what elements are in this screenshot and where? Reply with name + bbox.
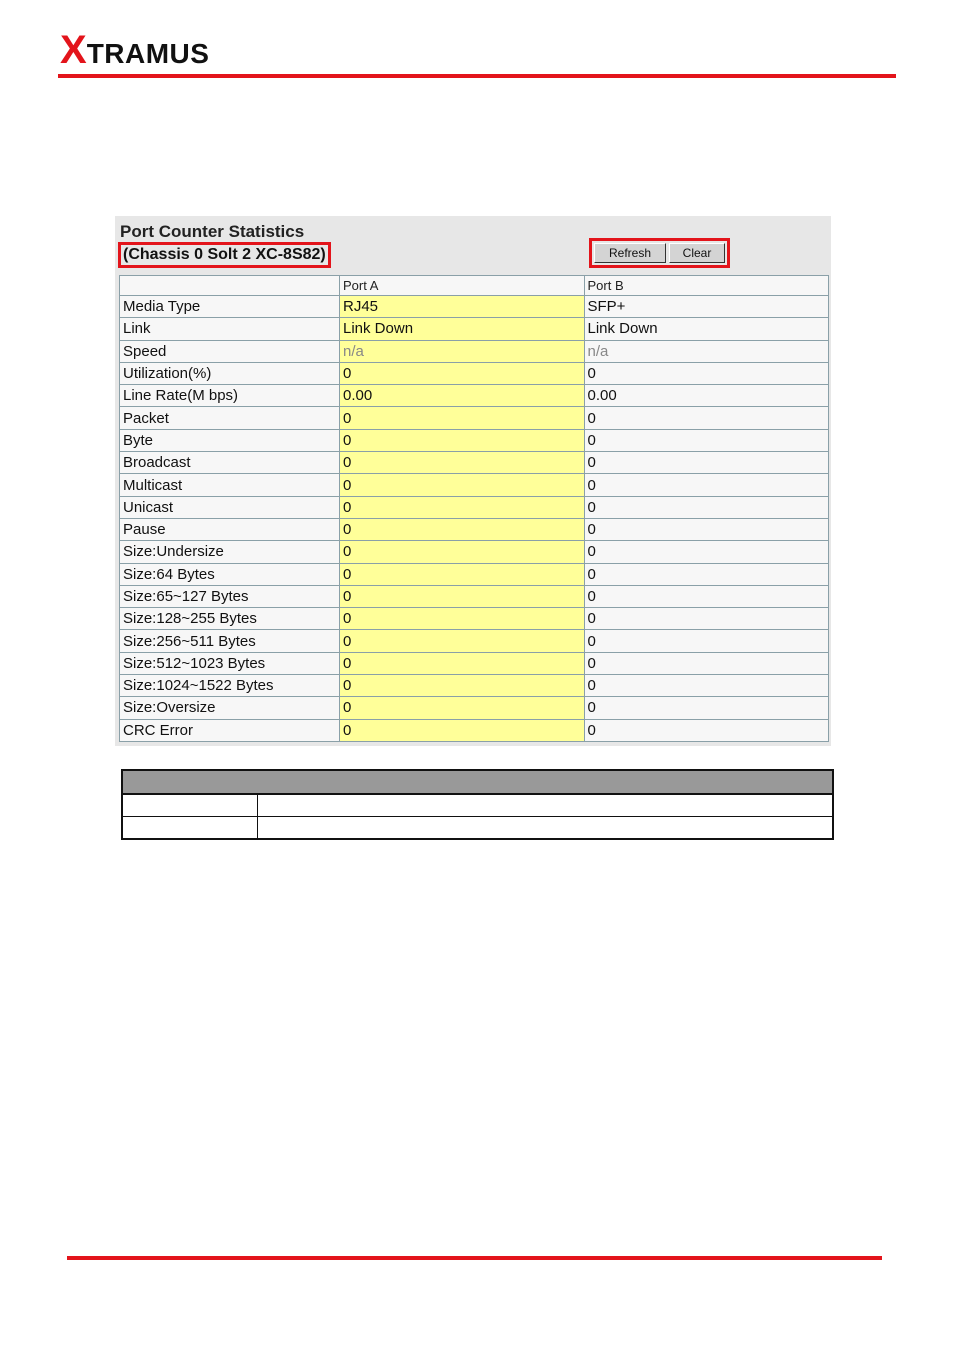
- row-label: Broadcast: [120, 452, 340, 474]
- port-a-value: 0: [340, 474, 585, 496]
- port-b-value: 0: [584, 362, 829, 384]
- table-row: [120, 296, 829, 318]
- row-label: Unicast: [120, 496, 340, 518]
- port-b-value: 0: [584, 697, 829, 719]
- logo-text: TRAMUS: [86, 38, 210, 69]
- port-a-value: 0: [340, 362, 585, 384]
- port-b-value: 0.00: [584, 385, 829, 407]
- table-row: [120, 697, 829, 719]
- port-b-value: 0: [584, 675, 829, 697]
- table-row: [120, 340, 829, 362]
- row-label: Size:512~1023 Bytes: [120, 652, 340, 674]
- port-a-value: 0: [340, 585, 585, 607]
- row-label: Size:128~255 Bytes: [120, 608, 340, 630]
- description-cell: [258, 795, 832, 816]
- port-b-value: 0: [584, 407, 829, 429]
- column-header-port-a: Port A: [340, 276, 585, 296]
- port-b-value: 0: [584, 474, 829, 496]
- port-a-value: 0.00: [340, 385, 585, 407]
- port-a-value: 0: [340, 652, 585, 674]
- description-cell: [258, 817, 832, 838]
- table-row: [120, 608, 829, 630]
- row-label: Utilization(%): [120, 362, 340, 384]
- description-cell: [123, 795, 258, 816]
- port-b-value: 0: [584, 608, 829, 630]
- counter-table: [119, 275, 829, 742]
- table-row: [120, 585, 829, 607]
- table-row: [120, 407, 829, 429]
- table-row: [120, 318, 829, 340]
- table-row: [120, 563, 829, 585]
- row-label: Pause: [120, 518, 340, 540]
- port-a-value: 0: [340, 630, 585, 652]
- port-a-value: n/a: [340, 340, 585, 362]
- chassis-subtitle: (Chassis 0 Solt 2 XC-8S82): [118, 242, 331, 268]
- port-a-value: 0: [340, 429, 585, 451]
- port-a-value: 0: [340, 608, 585, 630]
- clear-button[interactable]: Clear: [669, 243, 725, 263]
- port-b-value: 0: [584, 719, 829, 741]
- table-row: [120, 385, 829, 407]
- table-row: [120, 675, 829, 697]
- port-b-value: Link Down: [584, 318, 829, 340]
- column-header-port-b: Port B: [584, 276, 829, 296]
- row-label: Size:65~127 Bytes: [120, 585, 340, 607]
- table-row: [120, 362, 829, 384]
- refresh-button[interactable]: Refresh: [594, 243, 666, 263]
- port-b-value: 0: [584, 429, 829, 451]
- header-rule: [58, 74, 896, 78]
- port-b-value: SFP+: [584, 296, 829, 318]
- row-label: Line Rate(M bps): [120, 385, 340, 407]
- panel-title: Port Counter Statistics: [120, 222, 305, 241]
- port-b-value: 0: [584, 518, 829, 540]
- row-label: Size:Oversize: [120, 697, 340, 719]
- port-b-value: 0: [584, 630, 829, 652]
- table-row: [120, 541, 829, 563]
- row-label: Multicast: [120, 474, 340, 496]
- row-label: Size:256~511 Bytes: [120, 630, 340, 652]
- port-a-value: 0: [340, 719, 585, 741]
- port-b-value: 0: [584, 541, 829, 563]
- table-row: [120, 518, 829, 540]
- table-row: [120, 429, 829, 451]
- column-header-blank: [120, 276, 340, 296]
- port-a-value: 0: [340, 541, 585, 563]
- table-row: [120, 474, 829, 496]
- row-label: Media Type: [120, 296, 340, 318]
- table-row: [120, 496, 829, 518]
- row-label: Speed: [120, 340, 340, 362]
- port-b-value: 0: [584, 652, 829, 674]
- port-b-value: 0: [584, 496, 829, 518]
- description-table-header: [123, 771, 832, 795]
- footer-rule: [67, 1256, 882, 1260]
- port-a-value: 0: [340, 452, 585, 474]
- logo-x: X: [60, 28, 86, 72]
- row-label: Size:Undersize: [120, 541, 340, 563]
- description-table: [121, 769, 834, 840]
- row-label: CRC Error: [120, 719, 340, 741]
- xtramus-logo: [60, 30, 209, 70]
- row-label: Packet: [120, 407, 340, 429]
- port-counter-panel: [115, 216, 831, 746]
- port-a-value: 0: [340, 563, 585, 585]
- action-buttons: [589, 238, 730, 268]
- table-row: [120, 652, 829, 674]
- description-cell: [123, 817, 258, 838]
- port-a-value: 0: [340, 518, 585, 540]
- row-label: Link: [120, 318, 340, 340]
- row-label: Size:64 Bytes: [120, 563, 340, 585]
- table-row: [120, 630, 829, 652]
- table-row: [120, 719, 829, 741]
- row-label: Byte: [120, 429, 340, 451]
- port-a-value: RJ45: [340, 296, 585, 318]
- port-a-value: 0: [340, 496, 585, 518]
- table-header-row: [120, 276, 829, 296]
- description-row: [123, 795, 832, 817]
- port-a-value: Link Down: [340, 318, 585, 340]
- port-b-value: 0: [584, 585, 829, 607]
- row-label: Size:1024~1522 Bytes: [120, 675, 340, 697]
- port-b-value: 0: [584, 452, 829, 474]
- description-row: [123, 817, 832, 838]
- port-b-value: 0: [584, 563, 829, 585]
- port-b-value: n/a: [584, 340, 829, 362]
- table-row: [120, 452, 829, 474]
- port-a-value: 0: [340, 407, 585, 429]
- port-a-value: 0: [340, 675, 585, 697]
- port-a-value: 0: [340, 697, 585, 719]
